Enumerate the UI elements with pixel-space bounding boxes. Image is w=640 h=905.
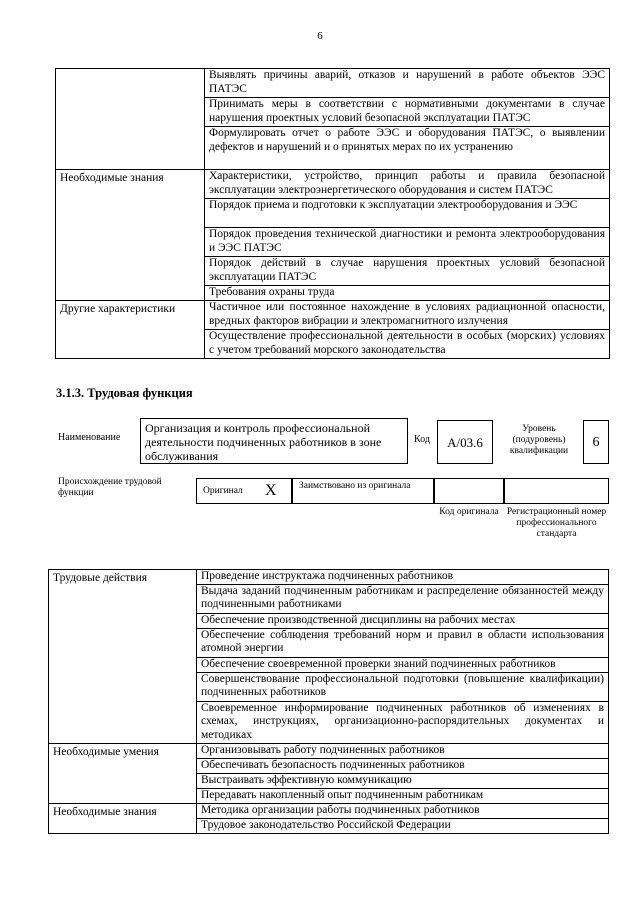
- code-value: A/03.6: [447, 435, 483, 450]
- original-mark: X: [265, 482, 277, 499]
- borrowed-label: Заимствовано из оригинала: [299, 481, 411, 491]
- row-text: Своевременное информирование подчиненных работников об изменениях в схемах, инструкциях, организационно-распорядительных документах и методиках: [197, 701, 609, 743]
- name-label: Наименование: [58, 432, 121, 443]
- row-label: Необходимые знания: [56, 170, 205, 301]
- row-text: Передавать накопленный опыт подчиненным работникам: [197, 788, 609, 803]
- row-text: Организовывать работу подчиненных работников: [197, 743, 609, 758]
- table-row: [49, 803, 609, 818]
- code-label: Код: [414, 434, 430, 445]
- level-value: 6: [592, 435, 600, 450]
- row-text: Обеспечение соблюдения требований норм и правил в области использования атомной энергии: [197, 628, 609, 657]
- row-text: Принимать меры в соответствии с нормативными документами в случае нарушения проектных условий безопасной эксплуатации ПАТЭС: [205, 98, 610, 127]
- row-label: [56, 69, 205, 170]
- row-label: Необходимые знания: [49, 803, 197, 833]
- row-text: Проведение инструктажа подчиненных работников: [197, 570, 609, 585]
- row-text: Осуществление профессиональной деятельности в особых (морских) условиях с учетом требований морского законодательства: [205, 330, 610, 359]
- row-label: Другие характеристики: [56, 301, 205, 359]
- row-text: Обеспечение производственной дисциплины на рабочих местах: [197, 613, 609, 628]
- level-box: [583, 420, 609, 464]
- table-row: [49, 743, 609, 758]
- table-row: [56, 301, 610, 330]
- original-box: [196, 478, 292, 504]
- row-text: Методика организации работы подчиненных работников: [197, 803, 609, 818]
- row-text: Обеспечение своевременной проверки знаний подчиненных работников: [197, 657, 609, 672]
- top-requirements-table: [55, 68, 610, 359]
- row-text: Порядок приема и подготовки к эксплуатации электрооборудования и ЭЭС: [205, 199, 610, 228]
- borrowed-box: [292, 478, 434, 504]
- table-row: [49, 570, 609, 585]
- row-text: Формулировать отчет о работе ЭЭС и оборудования ПАТЭС, о выявлении дефектов и нарушений и о принятых мерах по их устранению: [205, 127, 610, 170]
- labor-function-table: [48, 569, 609, 834]
- code-box: [437, 420, 493, 464]
- code-original-box: [434, 478, 504, 504]
- row-text: Порядок действий в случае нарушения проектных условий безопасной эксплуатации ПАТЭС: [205, 257, 610, 286]
- code-original-label: Код оригинала: [439, 507, 499, 517]
- table-row: [56, 69, 610, 98]
- reg-number-label: Регистрационный номер профессионального стандарта: [506, 507, 607, 539]
- row-text: Характеристики, устройство, принцип работы и правила безопасной эксплуатации электроэнергетического оборудования и систем ПАТЭС: [205, 170, 610, 199]
- function-name: Организация и контроль профессиональной деятельности подчиненных работников в зоне обслуживания: [145, 421, 382, 463]
- row-text: Трудовое законодательство Российской Федерации: [197, 818, 609, 833]
- row-text: Выстраивать эффективную коммуникацию: [197, 773, 609, 788]
- row-text: Выдача заданий подчиненным работникам и распределение обязанностей между подчиненными работниками: [197, 584, 609, 613]
- row-text: Совершенствование профессиональной подготовки (повышение квалификации) подчиненных работников: [197, 672, 609, 701]
- level-label: Уровень (подуровень) квалификации: [509, 424, 569, 456]
- row-text: Порядок проведения технической диагностики и ремонта электрооборудования и ЭЭС ПАТЭС: [205, 228, 610, 257]
- origin-label: Происхождение трудовой функции: [58, 477, 162, 498]
- row-text: Требования охраны труда: [205, 286, 610, 301]
- reg-number-box: [504, 478, 609, 504]
- function-name-box: [140, 418, 408, 464]
- table-row: [56, 170, 610, 199]
- original-label: Оригинал: [203, 486, 243, 496]
- section-heading: 3.1.3. Трудовая функция: [56, 386, 193, 400]
- row-label: Трудовые действия: [49, 570, 197, 744]
- row-label: Необходимые умения: [49, 743, 197, 803]
- row-text: Выявлять причины аварий, отказов и нарушений в работе объектов ЭЭС ПАТЭС: [205, 69, 610, 98]
- row-text: Обеспечивать безопасность подчиненных работников: [197, 758, 609, 773]
- page-number: 6: [317, 30, 323, 42]
- row-text: Частичное или постоянное нахождение в условиях радиационной опасности, вредных факторов вибрации и электромагнитного излучения: [205, 301, 610, 330]
